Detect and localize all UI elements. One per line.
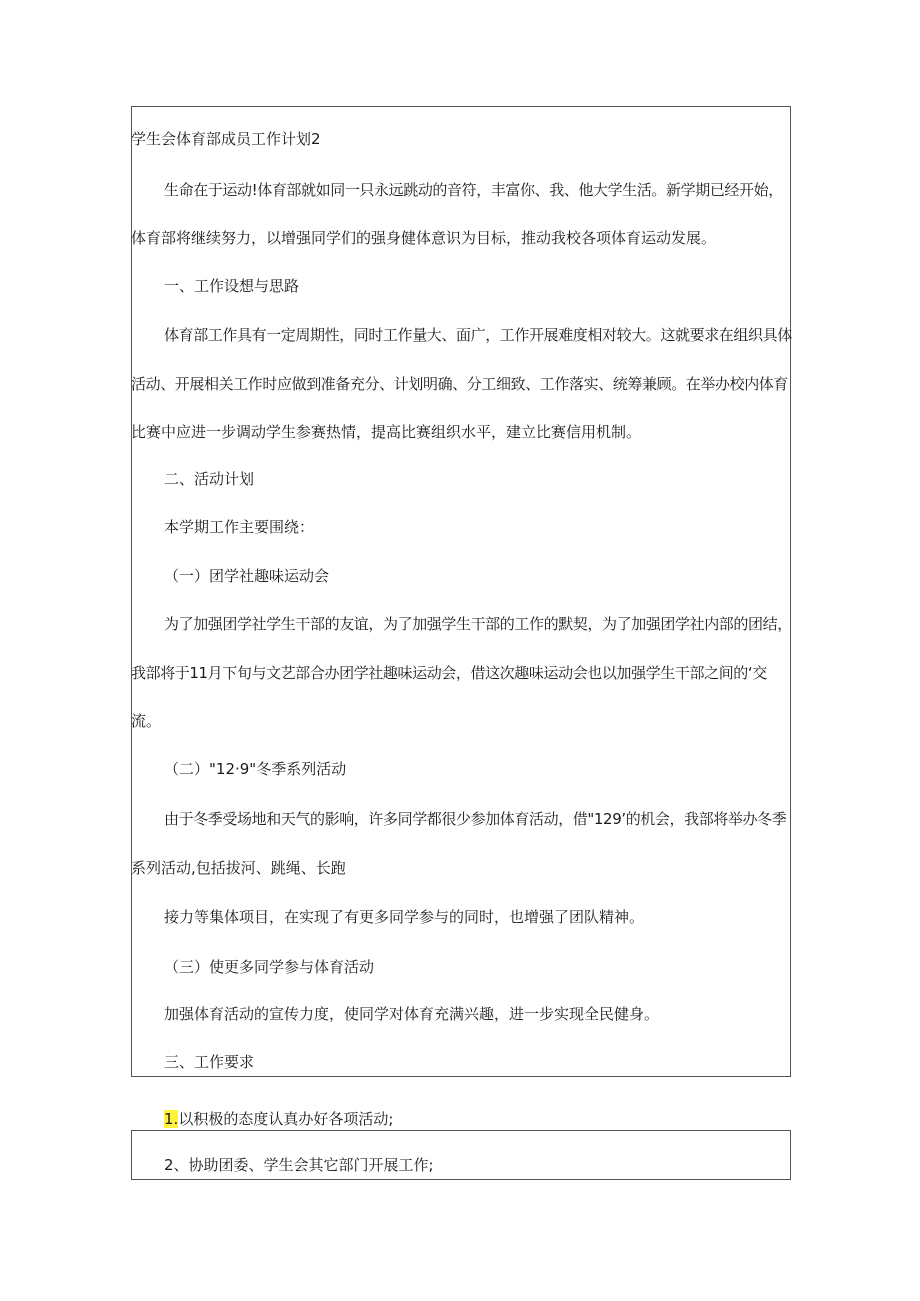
item2-line-1: 由于冬季受场地和天气的影响，许多同学都很少参加体育活动，借"129’的机会，我部将举办冬季 bbox=[164, 810, 787, 828]
document-title: 学生会体育部成员工作计划2 bbox=[131, 130, 321, 148]
item3-heading: （三）使更多同学参与体育活动 bbox=[164, 958, 375, 976]
requirement-2: 2、协助团委、学生会其它部门开展工作; bbox=[164, 1156, 434, 1174]
document-main-box bbox=[131, 106, 791, 1077]
intro-line-2: 体育部将继续努力，以增强同学们的强身健体意识为目标，推动我校各项体育运动发展。 bbox=[131, 229, 717, 247]
item1-line-1: 为了加强团学社学生干部的友谊，为了加强学生干部的工作的默契，为了加强团学社内部的团结， bbox=[164, 615, 792, 633]
item2-line-3: 接力等集体项目，在实现了有更多同学参与的同时，也增强了团队精神。 bbox=[164, 908, 645, 926]
item1-heading: （一）团学社趣味运动会 bbox=[164, 567, 330, 585]
item1-line-2: 我部将于11月下旬与文艺部合办团学社趣味运动会，借这次趣味运动会也以加强学生干部之间的‘交 bbox=[131, 664, 767, 682]
item3-line-1: 加强体育活动的宣传力度，使同学对体育充满兴趣，进一步实现全民健身。 bbox=[164, 1005, 660, 1023]
item2-line-2: 系列活动,包括拔河、跳绳、长跑 bbox=[131, 859, 346, 877]
requirement-1-text: 以积极的态度认真办好各项活动; bbox=[178, 1110, 394, 1128]
requirement-1-number-highlight: 1. bbox=[164, 1110, 179, 1128]
section3-heading: 三、工作要求 bbox=[164, 1053, 255, 1071]
section1-line-1: 体育部工作具有一定周期性，同时工作量大、面广，工作开展难度相对较大。这就要求在组织具体 bbox=[164, 326, 792, 344]
section2-heading: 二、活动计划 bbox=[164, 470, 255, 488]
section2-lead: 本学期工作主要围绕： bbox=[164, 518, 315, 536]
section1-line-2: 活动、开展相关工作时应做到准备充分、计划明确、分工细致、工作落实、统筹兼顾。在举办校内体育 bbox=[131, 375, 789, 393]
intro-line-1: 生命在于运动!体育部就如同一只永远跳动的音符，丰富你、我、他大学生活。新学期已经开始， bbox=[164, 181, 783, 199]
item2-heading: （二）"12·9"冬季系列活动 bbox=[164, 760, 347, 778]
section1-heading: 一、工作设想与思路 bbox=[164, 277, 300, 295]
section1-line-3: 比赛中应进一步调动学生参赛热情，提高比赛组织水平，建立比赛信用机制。 bbox=[131, 423, 642, 441]
requirement-1 bbox=[164, 1109, 393, 1129]
item1-line-3: 流。 bbox=[131, 712, 162, 730]
